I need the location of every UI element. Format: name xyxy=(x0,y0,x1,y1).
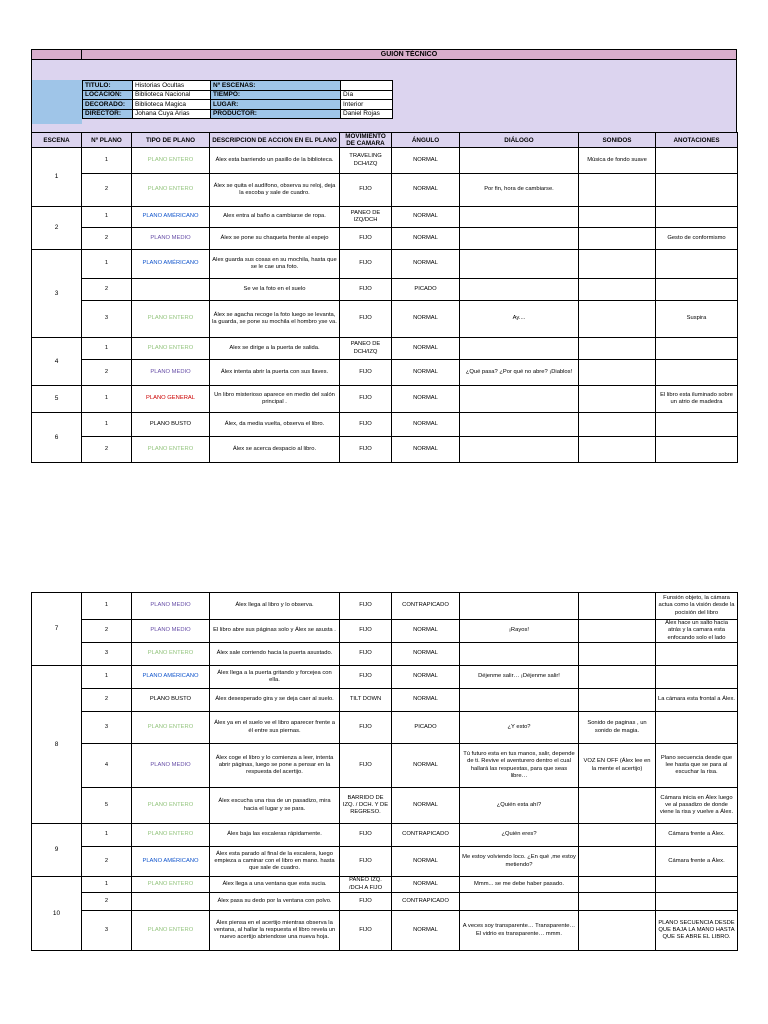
camera-movement: TILT DOWN xyxy=(340,689,392,712)
camera-angle: NORMAL xyxy=(392,148,460,174)
titulo-label: TITULO: xyxy=(83,81,133,91)
camera-movement: FIJO xyxy=(340,911,392,951)
action-description: Álex baja las escaleras rápidamente. xyxy=(210,824,340,847)
plano-type: PLANO ENTERO xyxy=(132,338,210,360)
sound: VOZ EN OFF (Álex lee en la mente el acertijo) xyxy=(579,744,656,788)
scene-number: 3 xyxy=(32,250,82,338)
camera-angle: CONTRAPICADO xyxy=(392,824,460,847)
plano-number: 2 xyxy=(82,174,132,207)
action-description: Un libro misterioso aparece en medio del salón principal . xyxy=(210,386,340,413)
camera-movement: FIJO xyxy=(340,593,392,620)
camera-movement: PANEO DE IZQ/DCH xyxy=(340,207,392,228)
annotation xyxy=(656,207,738,228)
tiempo-label: TIEMPO: xyxy=(211,90,341,100)
annotation xyxy=(656,174,738,207)
sound xyxy=(579,301,656,338)
annotation: Cámara frente a Álex. xyxy=(656,824,738,847)
annotation: Suspira xyxy=(656,301,738,338)
sound xyxy=(579,911,656,951)
camera-movement: FIJO xyxy=(340,360,392,386)
plano-number: 2 xyxy=(82,689,132,712)
dialogue xyxy=(460,893,579,911)
locacion-label: LOCACIÓN: xyxy=(83,90,133,100)
dialogue xyxy=(460,148,579,174)
camera-angle: NORMAL xyxy=(392,338,460,360)
camera-movement: PANEO IZQ. /DCH A FIJO xyxy=(340,877,392,893)
camera-angle: NORMAL xyxy=(392,250,460,279)
sound xyxy=(579,386,656,413)
camera-angle: NORMAL xyxy=(392,301,460,338)
sheet-header xyxy=(31,49,737,139)
plano-number: 4 xyxy=(82,744,132,788)
scene-number: 8 xyxy=(32,666,82,824)
col-sonidos: SONIDOS xyxy=(579,133,656,148)
document-title: GUIÓN TÉCNICO xyxy=(81,49,737,60)
action-description: Álex coge el libro y lo comienza a leer, intenta abrir páginas, luego se pone a pensar en la respuesta del acertijo. xyxy=(210,744,340,788)
plano-number: 1 xyxy=(82,877,132,893)
sound: Sonido de paginas , un sonido de magia. xyxy=(579,712,656,744)
col-descripcion: DESCRIPCION DE ACCION EN EL PLANO xyxy=(210,133,340,148)
annotation xyxy=(656,437,738,463)
info-side-block xyxy=(32,80,82,124)
action-description: Álex pasa su dedo por la ventana con polvo. xyxy=(210,893,340,911)
sound xyxy=(579,893,656,911)
plano-number: 2 xyxy=(82,893,132,911)
annotation: Gesto de conformismo xyxy=(656,228,738,250)
action-description: Álex sale corriendo hacia la puerta asustado. xyxy=(210,643,340,666)
plano-type xyxy=(132,893,210,911)
annotation xyxy=(656,413,738,437)
action-description: Álex piensa en el acertijo mientras observa la ventana, al hallar la respuesta el libro revela un nuevo acertijo abriendose una nueva hoja. xyxy=(210,911,340,951)
sound xyxy=(579,847,656,877)
camera-angle: NORMAL xyxy=(392,744,460,788)
shot-row xyxy=(32,360,738,386)
camera-movement: FIJO xyxy=(340,250,392,279)
camera-movement: TRAVELING DCH/IZQ xyxy=(340,148,392,174)
shot-row xyxy=(32,437,738,463)
action-description: Álex se acerca despacio al libro. xyxy=(210,437,340,463)
shot-row xyxy=(32,338,738,360)
plano-type: PLANO ENTERO xyxy=(132,824,210,847)
camera-movement: FIJO xyxy=(340,744,392,788)
scene-number: 1 xyxy=(32,148,82,207)
plano-number: 1 xyxy=(82,386,132,413)
shot-table-top xyxy=(31,132,738,463)
camera-angle: NORMAL xyxy=(392,360,460,386)
action-description: Álex se pone su chaqueta frente al espejo xyxy=(210,228,340,250)
plano-type: PLANO MEDIO xyxy=(132,620,210,643)
shot-row xyxy=(32,788,738,824)
col-escena: ESCENA xyxy=(32,133,82,148)
dialogue: Ay.... xyxy=(460,301,579,338)
annotation: Cámara frente a Álex. xyxy=(656,847,738,877)
sound xyxy=(579,437,656,463)
camera-angle: NORMAL xyxy=(392,413,460,437)
annotation: El libro esta iluminado sobre un atrio de madedra xyxy=(656,386,738,413)
action-description: Álex llega al libro y lo observa. xyxy=(210,593,340,620)
dialogue: ¿Quién eres? xyxy=(460,824,579,847)
annotation: PLANO SECUENCIA DESDE QUE BAJA LA MANO HASTA QUE SE ABRE EL LIBRO. xyxy=(656,911,738,951)
plano-type: PLANO MEDIO xyxy=(132,360,210,386)
shot-row xyxy=(32,689,738,712)
col-anotaciones: ANOTACIONES xyxy=(656,133,738,148)
annotation xyxy=(656,360,738,386)
col-movimiento: MOVIMIENTO DE CAMARA xyxy=(340,133,392,148)
dialogue: ¿Qué pasa? ¿Por qué no abre? ¡Diablos! xyxy=(460,360,579,386)
plano-type: PLANO ENTERO xyxy=(132,174,210,207)
annotation xyxy=(656,712,738,744)
action-description: Álex, da media vuelta, observa el libro. xyxy=(210,413,340,437)
shot-row xyxy=(32,893,738,911)
plano-type: PLANO ENTERO xyxy=(132,301,210,338)
plano-number: 1 xyxy=(82,338,132,360)
shot-row xyxy=(32,413,738,437)
sound xyxy=(579,788,656,824)
sound xyxy=(579,643,656,666)
dialogue: Déjenme salir… ¡Déjenme salir! xyxy=(460,666,579,689)
shot-row xyxy=(32,620,738,643)
camera-movement: FIJO xyxy=(340,893,392,911)
camera-movement: FIJO xyxy=(340,386,392,413)
annotation xyxy=(656,279,738,301)
plano-type: PLANO AMÉRICANO xyxy=(132,250,210,279)
action-description: Álex escucha una risa de un pasadizo, mira hacia el lugar y se para. xyxy=(210,788,340,824)
shot-row xyxy=(32,207,738,228)
plano-type: PLANO ENTERO xyxy=(132,877,210,893)
camera-angle: NORMAL xyxy=(392,666,460,689)
plano-number: 2 xyxy=(82,437,132,463)
locacion-value: Biblioteca Nacional xyxy=(133,90,211,100)
plano-type: PLANO AMÉRICANO xyxy=(132,847,210,877)
header-row xyxy=(32,133,738,148)
camera-movement: FIJO xyxy=(340,666,392,689)
camera-movement: BARRIDO DE IZQ. / DCH. Y DE REGRESO. xyxy=(340,788,392,824)
action-description: Álex ya en el suelo ve el libro aparecer frente a él entre sus piernas. xyxy=(210,712,340,744)
camera-angle: NORMAL xyxy=(392,174,460,207)
productor-value: Daniel Rojas xyxy=(341,109,393,119)
dialogue xyxy=(460,386,579,413)
shot-row xyxy=(32,712,738,744)
camera-movement: FIJO xyxy=(340,847,392,877)
scene-number: 4 xyxy=(32,338,82,386)
action-description: Álex se quita el audífono, observa su reloj, deja la escoba y sale de cuadro. xyxy=(210,174,340,207)
action-description: Álex se agacha recoge la foto luego se levanta, la guarda, se pone su mochila el hombro yse va. xyxy=(210,301,340,338)
sound xyxy=(579,207,656,228)
camera-movement: FIJO xyxy=(340,824,392,847)
plano-number: 3 xyxy=(82,301,132,338)
col-tipo: TIPO DE PLANO xyxy=(132,133,210,148)
plano-number: 1 xyxy=(82,593,132,620)
director-label: DIRECTOR: xyxy=(83,109,133,119)
dialogue: Mmm... se me debe haber pasado. xyxy=(460,877,579,893)
annotation xyxy=(656,877,738,893)
camera-angle: NORMAL xyxy=(392,689,460,712)
plano-number: 2 xyxy=(82,847,132,877)
shot-row xyxy=(32,911,738,951)
sound xyxy=(579,279,656,301)
plano-number: 3 xyxy=(82,712,132,744)
plano-type: PLANO BUSTO xyxy=(132,689,210,712)
info-area xyxy=(31,60,737,139)
shot-row xyxy=(32,824,738,847)
sound xyxy=(579,174,656,207)
shot-row xyxy=(32,593,738,620)
camera-angle: NORMAL xyxy=(392,911,460,951)
action-description: Alex entra al baño a cambiarse de ropa. xyxy=(210,207,340,228)
camera-movement: FIJO xyxy=(340,437,392,463)
shot-row xyxy=(32,250,738,279)
action-description: Álex esta barriendo un pasillo de la biblioteca. xyxy=(210,148,340,174)
plano-type xyxy=(132,279,210,301)
camera-movement: FIJO xyxy=(340,413,392,437)
director-value: Johana Cuya Arias xyxy=(133,109,211,119)
lugar-value: Interior xyxy=(341,100,393,110)
dialogue xyxy=(460,593,579,620)
escenas-value xyxy=(341,81,393,91)
titulo-value: Historias Ocultas xyxy=(133,81,211,91)
camera-angle: NORMAL xyxy=(392,847,460,877)
sound xyxy=(579,666,656,689)
camera-movement: FIJO xyxy=(340,643,392,666)
action-description: Álex intenta abrir la puerta con sus llaves. xyxy=(210,360,340,386)
dialogue: ¡Rayos! xyxy=(460,620,579,643)
plano-number: 5 xyxy=(82,788,132,824)
scene-number: 6 xyxy=(32,413,82,463)
plano-number: 2 xyxy=(82,279,132,301)
escenas-label: Nº ESCENAS: xyxy=(211,81,341,91)
plano-number: 2 xyxy=(82,360,132,386)
tiempo-value: Día xyxy=(341,90,393,100)
plano-number: 3 xyxy=(82,643,132,666)
action-description: Alex guarda sus cosas en su mochila, hasta que se le cae una foto. xyxy=(210,250,340,279)
action-description: El libro abre sus páginas solo y Álex se asusta . xyxy=(210,620,340,643)
camera-angle: PICADO xyxy=(392,279,460,301)
dialogue xyxy=(460,338,579,360)
scene-number: 9 xyxy=(32,824,82,877)
decorado-label: DECORADO: xyxy=(83,100,133,110)
camera-angle: PICADO xyxy=(392,712,460,744)
col-angulo: ÁNGULO xyxy=(392,133,460,148)
camera-angle: NORMAL xyxy=(392,788,460,824)
action-description: Álex llega a una ventana que esta sucia. xyxy=(210,877,340,893)
decorado-value: Biblioteca Magica xyxy=(133,100,211,110)
action-description: Álex esta parado al final de la escalera, luego empieza a caminar con el libro en mano. hasta que sale de cuadro. xyxy=(210,847,340,877)
scene-number: 10 xyxy=(32,877,82,951)
dialogue: Por fin, hora de cambiarse. xyxy=(460,174,579,207)
annotation: Funsión objeto, la cámara actua como la visión desde la pocisión del libro xyxy=(656,593,738,620)
scene-number: 2 xyxy=(32,207,82,250)
annotation xyxy=(656,893,738,911)
camera-movement: FIJO xyxy=(340,174,392,207)
shot-row xyxy=(32,744,738,788)
camera-angle: NORMAL xyxy=(392,437,460,463)
action-description: Álex llega a la puerta gritando y forcejea con ella. xyxy=(210,666,340,689)
shot-table-bottom xyxy=(31,592,738,951)
sound xyxy=(579,824,656,847)
dialogue xyxy=(460,279,579,301)
plano-number: 2 xyxy=(82,620,132,643)
plano-number: 1 xyxy=(82,413,132,437)
sound xyxy=(579,620,656,643)
shot-row xyxy=(32,643,738,666)
plano-number: 1 xyxy=(82,207,132,228)
plano-type: PLANO MEDIO xyxy=(132,744,210,788)
dialogue xyxy=(460,207,579,228)
plano-type: PLANO ENTERO xyxy=(132,437,210,463)
sound xyxy=(579,360,656,386)
dialogue xyxy=(460,689,579,712)
plano-type: PLANO ENTERO xyxy=(132,712,210,744)
scene-number: 5 xyxy=(32,386,82,413)
annotation xyxy=(656,148,738,174)
sound xyxy=(579,250,656,279)
sound xyxy=(579,877,656,893)
productor-label: PRODUCTOR: xyxy=(211,109,341,119)
camera-movement: FIJO xyxy=(340,301,392,338)
dialogue xyxy=(460,413,579,437)
plano-type: PLANO ENTERO xyxy=(132,643,210,666)
plano-type: PLANO MEDIO xyxy=(132,593,210,620)
camera-movement: FIJO xyxy=(340,228,392,250)
camera-movement: FIJO xyxy=(340,279,392,301)
annotation: Alex hace un salto hacia atrás y la camara esta enfocando solo el lado xyxy=(656,620,738,643)
plano-number: 1 xyxy=(82,666,132,689)
dialogue: ¿Y esto? xyxy=(460,712,579,744)
camera-angle: NORMAL xyxy=(392,643,460,666)
plano-type: PLANO AMÉRICANO xyxy=(132,666,210,689)
sound: Música de fondo suave xyxy=(579,148,656,174)
dialogue xyxy=(460,643,579,666)
annotation: Cámara inicia en Álex luego ve al pasadizo de donde viene la risa y vuelve a Álex. xyxy=(656,788,738,824)
shot-row xyxy=(32,279,738,301)
camera-angle: NORMAL xyxy=(392,620,460,643)
camera-movement: FIJO xyxy=(340,712,392,744)
dialogue: Tú futuro esta en tus manos, salir, depende de ti. Revive el aventurero dentro el cual hallará las respuestas, para que seas libre… xyxy=(460,744,579,788)
sound xyxy=(579,413,656,437)
plano-type: PLANO MEDIO xyxy=(132,228,210,250)
info-table xyxy=(82,80,393,119)
sound xyxy=(579,338,656,360)
lugar-label: LUGAR: xyxy=(211,100,341,110)
shot-row xyxy=(32,228,738,250)
shot-row xyxy=(32,301,738,338)
camera-angle: NORMAL xyxy=(392,386,460,413)
action-description: Alex se dirige a la puerta de salida. xyxy=(210,338,340,360)
shot-row xyxy=(32,847,738,877)
camera-angle: NORMAL xyxy=(392,207,460,228)
shot-row xyxy=(32,174,738,207)
plano-number: 1 xyxy=(82,250,132,279)
sound xyxy=(579,689,656,712)
dialogue: A veces soy transparente… Transparente… El vidrio es transparente… mmm. xyxy=(460,911,579,951)
action-description: Álex desesperado gira y se deja caer al suelo. xyxy=(210,689,340,712)
dialogue xyxy=(460,228,579,250)
plano-type: PLANO ENTERO xyxy=(132,148,210,174)
annotation: Plano secuencia desde que lee hasta que se para al escuchar la risa. xyxy=(656,744,738,788)
action-description: Se ve la foto en el suelo xyxy=(210,279,340,301)
sound xyxy=(579,228,656,250)
camera-movement: PANEO DE DCH/IZQ xyxy=(340,338,392,360)
plano-type: PLANO ENTERO xyxy=(132,788,210,824)
plano-number: 1 xyxy=(82,824,132,847)
shot-row xyxy=(32,877,738,893)
col-dialogo: DIÁLOGO xyxy=(460,133,579,148)
camera-angle: NORMAL xyxy=(392,877,460,893)
camera-movement: FIJO xyxy=(340,620,392,643)
annotation: La cámara esta frontal a Álex. xyxy=(656,689,738,712)
dialogue xyxy=(460,437,579,463)
dialogue: ¿Quién esta ahí? xyxy=(460,788,579,824)
plano-type: PLANO GENERAL xyxy=(132,386,210,413)
shot-row xyxy=(32,666,738,689)
annotation xyxy=(656,338,738,360)
title-bar-left xyxy=(31,49,81,60)
sound xyxy=(579,593,656,620)
dialogue xyxy=(460,250,579,279)
annotation xyxy=(656,250,738,279)
plano-type: PLANO AMÉRICANO xyxy=(132,207,210,228)
plano-type: PLANO BUSTO xyxy=(132,413,210,437)
scene-number: 7 xyxy=(32,593,82,666)
plano-type: PLANO ENTERO xyxy=(132,911,210,951)
annotation xyxy=(656,643,738,666)
camera-angle: CONTRAPICADO xyxy=(392,593,460,620)
plano-number: 1 xyxy=(82,148,132,174)
camera-angle: CONTRAPICADO xyxy=(392,893,460,911)
annotation xyxy=(656,666,738,689)
camera-angle: NORMAL xyxy=(392,228,460,250)
shot-row xyxy=(32,148,738,174)
col-plano: Nº PLANO xyxy=(82,133,132,148)
plano-number: 2 xyxy=(82,228,132,250)
shot-row xyxy=(32,386,738,413)
dialogue: Me estoy volviendo loco. ¿En qué ,me estoy metiendo? xyxy=(460,847,579,877)
plano-number: 3 xyxy=(82,911,132,951)
